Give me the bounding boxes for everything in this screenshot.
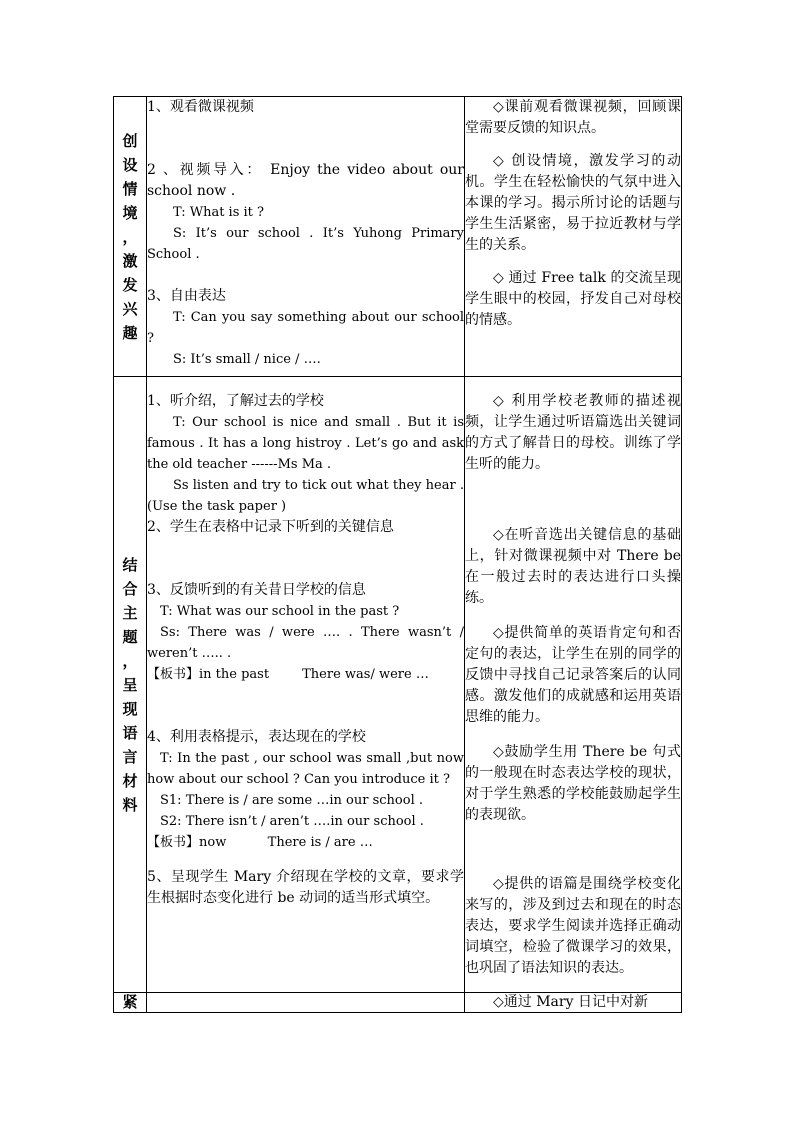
- stage-char: 兴: [122, 299, 138, 318]
- stage-cell: [114, 993, 147, 1013]
- stage-char: 主: [122, 603, 138, 622]
- intent-paragraph: ◇通过 Mary 日记中对新: [493, 994, 648, 1010]
- dialogue-line: Ss: There was / were …. . There wasn’t / weren’t ….. .: [147, 625, 464, 661]
- intent-paragraph: ◇提供简单的英语肯定句和否定句的表达，让学生在别的同学的反馈中寻找自己记录答案后的认同感。激发他们的成就感和运用英语思维的能力。: [465, 625, 681, 725]
- dialogue-line: Ss listen and try to tick out what they hear . (Use the task paper ): [147, 478, 464, 514]
- table-row: [114, 377, 682, 993]
- intent-cell: [465, 97, 682, 377]
- intent-paragraph: ◇课前观看微课视频，回顾课堂需要反馈的知识点。: [465, 99, 681, 136]
- stage-char: 现: [122, 699, 138, 718]
- dialogue-line: S1: There is / are some …in our school .: [160, 793, 423, 808]
- step-title: 3、反馈听到的有关昔日学校的信息: [147, 582, 366, 598]
- intent-paragraph: ◇ 利用学校老教师的描述视频，让学生通过听语篇选出关键词的方式了解昔日的母校。训练了学生听的能力。: [465, 393, 681, 472]
- step-title: 4、利用表格提示，表达现在的学校: [147, 729, 366, 745]
- stage-char: 言: [122, 747, 138, 766]
- intent-paragraph: ◇ 创设情境，激发学习的动机。学生在轻松愉快的气氛中进入本课的学习。揭示所讨论的话题与学生生活紧密，易于拉近教材与学生的关系。: [465, 153, 681, 253]
- intent-paragraph: ◇鼓励学生用 There be 句式的一般现在时态表达学校的现状，对于学生熟悉的学校能鼓励起学生的表现欲。: [465, 744, 681, 823]
- dialogue-line: T: What is it ?: [173, 205, 265, 220]
- intent-paragraph: ◇ 通过 Free talk 的交流呈现学生眼中的校园，抒发自己对母校的情感。: [465, 270, 681, 328]
- process-cell: [147, 377, 465, 993]
- stage-char: 呈: [122, 675, 138, 694]
- dialogue-line: T: Our school is nice and small . But it is famous . It has a long histroy . Let’s go and ask the old teacher ------Ms Ma .: [147, 415, 464, 472]
- stage-char: 结: [122, 555, 138, 574]
- step-title: 3、自由表达: [147, 288, 226, 304]
- stage-char: 材: [122, 771, 138, 790]
- stage-char: 境: [122, 203, 138, 222]
- stage-char: ，: [122, 227, 138, 246]
- step-title: 1、观看微课视频: [147, 99, 254, 115]
- step-title: 5、呈现学生 Mary 介绍现在学校的文章，要求学生根据时态变化进行 be 动词的适当形式填空。: [147, 869, 464, 906]
- intent-cell: [465, 377, 682, 993]
- dialogue-line: S2: There isn’t / aren’t ….in our school .: [160, 814, 424, 829]
- stage-char: 情: [122, 179, 138, 198]
- stage-char: 合: [122, 579, 138, 598]
- intent-paragraph: ◇在听音选出关键信息的基础上，针对微课视频中对 There be 在一般过去时的表达进行口头操练。: [465, 527, 681, 606]
- step-title: 1、听介绍，了解过去的学校: [147, 393, 324, 409]
- stage-char: 设: [122, 155, 138, 174]
- process-cell: [147, 97, 465, 377]
- stage-char: 激: [122, 251, 138, 270]
- step-title: 2 、视频导入： Enjoy the video about our school now .: [147, 162, 464, 199]
- stage-char: 料: [122, 795, 138, 814]
- stage-char: 趣: [122, 323, 138, 342]
- intent-cell: [465, 993, 682, 1013]
- stage-char: 题: [122, 627, 138, 646]
- step-title: 2、学生在表格中记录下听到的关键信息: [147, 519, 394, 535]
- intent-paragraph: ◇提供的语篇是围绕学校变化来写的，涉及到过去和现在的时态表达，要求学生阅读并选择正确动词填空，检验了微课学习的效果，也巩固了语法知识的表达。: [465, 876, 681, 976]
- stage-char: 创: [122, 131, 138, 150]
- dialogue-line: T: In the past , our school was small ,but now how about our school ? Can you introduce it ?: [147, 751, 464, 787]
- stage-char: 语: [122, 723, 138, 742]
- dialogue-line: T: Can you say something about our school ?: [147, 310, 464, 346]
- table-row: [114, 97, 682, 377]
- stage-cell: [114, 97, 147, 377]
- dialogue-line: T: What was our school in the past ?: [160, 604, 400, 619]
- stage-cell: [114, 377, 147, 993]
- board-note: [147, 664, 464, 685]
- stage-char: ，: [122, 651, 138, 670]
- lesson-plan-table: [113, 96, 682, 1013]
- board-text: in the past There was/ were …: [199, 667, 429, 682]
- dialogue-line: S: It’s our school . It’s Yuhong Primary School .: [147, 226, 464, 262]
- stage-char: 紧: [122, 993, 138, 1011]
- board-note: [147, 832, 464, 853]
- process-cell: [147, 993, 465, 1013]
- stage-char: 发: [122, 275, 138, 294]
- board-text: now There is / are …: [199, 835, 373, 850]
- board-tag: 【板书】: [147, 835, 200, 850]
- board-tag: 【板书】: [147, 667, 200, 682]
- dialogue-line: S: It’s small / nice / ….: [173, 352, 321, 367]
- table-row: [114, 993, 682, 1013]
